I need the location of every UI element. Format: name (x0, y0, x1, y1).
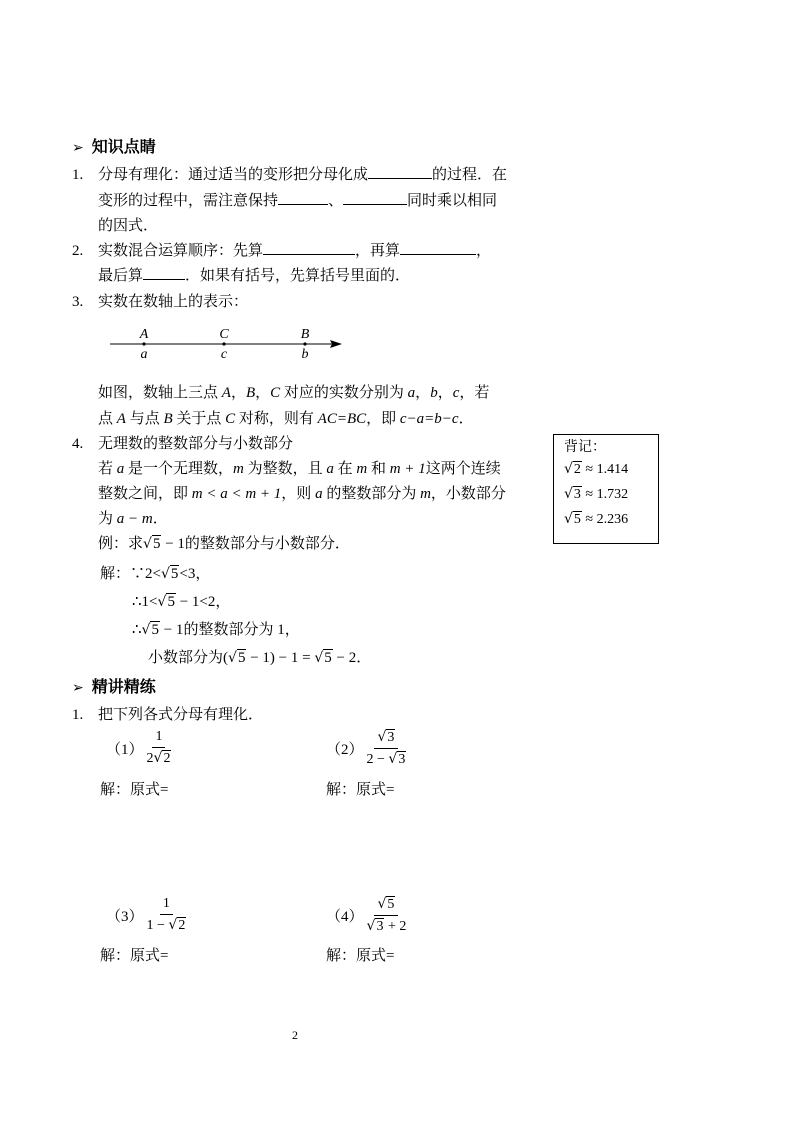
text: 点 (98, 411, 117, 427)
var: A (116, 411, 126, 427)
text: − 2 (332, 650, 357, 666)
fraction (144, 728, 175, 768)
exercise-1-title (72, 703, 263, 724)
inequality: m < a < m + 1 (191, 486, 282, 502)
memo-row-sqrt2: √2 ≈ 1.414 (564, 461, 629, 477)
text: ，即 (366, 411, 400, 427)
problem-1-answer[interactable]: 解：原式= (100, 782, 169, 798)
item-1-line-2 (98, 189, 497, 210)
solution-line-2 (132, 590, 230, 611)
problem-3 (106, 895, 189, 935)
fill-blank[interactable] (143, 265, 185, 280)
var: B (163, 411, 173, 427)
sqrt-5: √5 (141, 622, 159, 638)
point-c-lower: c (220, 347, 228, 362)
problem-label: （4） (326, 909, 364, 925)
item-3-line-1 (72, 290, 248, 311)
fraction (364, 895, 410, 936)
text: 对应的实数分别为 (280, 385, 408, 401)
numerator: √5 (374, 895, 398, 916)
text: <3， (179, 566, 211, 582)
point-a-dot (142, 342, 145, 345)
point-c-dot (222, 342, 225, 345)
radicand: 5 (387, 897, 395, 912)
memo-box (553, 434, 659, 544)
problem-3-answer[interactable]: 解：原式= (100, 948, 169, 964)
item-4-title (72, 432, 293, 453)
text: 是一个无理数， (124, 461, 234, 477)
radicand: 3 (573, 487, 581, 502)
memo-row-sqrt5: √5 ≈ 2.236 (564, 511, 629, 527)
radicand: 3 (387, 730, 395, 745)
item-3-desc-line-1 (98, 381, 489, 402)
radicand: 2 (573, 462, 581, 477)
denominator: 2√2 (146, 750, 171, 766)
text: 实数在数轴上的表示： (98, 294, 249, 310)
var: a (407, 385, 416, 401)
sqrt-5: √5 (314, 650, 332, 666)
problem-label: （1） (106, 741, 144, 758)
var: C (225, 411, 236, 427)
text: 把下列各式分母有理化． (98, 707, 264, 723)
numerator: 1 (160, 895, 173, 915)
solution-line-1 (100, 562, 210, 583)
text: 对称，则有 (235, 411, 318, 427)
sqrt-5: √5 (143, 536, 161, 552)
text: ， (437, 385, 453, 401)
text: 这两个连续 (425, 461, 501, 477)
item-3-desc-line-2 (98, 407, 474, 428)
text: ．如果有括号，先算括号里面的． (185, 268, 411, 284)
text: ， (476, 243, 492, 259)
text: − 1 (175, 594, 200, 610)
text: 分母有理化：通过适当的变形把分母化成 (98, 167, 369, 183)
item-4-line-3 (98, 507, 168, 528)
page-number: 2 (292, 1028, 298, 1042)
radicand: 3 (398, 752, 406, 767)
radicand: 3 (376, 919, 384, 934)
memo-row-sqrt3: √3 ≈ 1.732 (564, 486, 629, 502)
text: ∴1< (132, 594, 158, 610)
fill-blank[interactable] (368, 164, 432, 179)
section-title: 知识点睛 (91, 137, 156, 156)
var: m (420, 486, 431, 502)
text: 的整数部分为 1， (183, 622, 300, 638)
text: 2 − (366, 752, 389, 767)
text: − 1) − 1 = (246, 650, 315, 666)
text: − 1 (161, 536, 185, 552)
point-b-lower: b (301, 347, 309, 362)
section-header-practice (72, 674, 156, 697)
fraction (364, 728, 410, 769)
fill-blank[interactable] (278, 190, 328, 205)
numerator: 1 (152, 728, 165, 748)
example-line (98, 532, 350, 553)
text: 为整数，且 (243, 461, 327, 477)
item-number: 2. (72, 243, 84, 259)
number-line (100, 320, 350, 365)
fraction (144, 895, 190, 935)
solution-line-3 (132, 618, 300, 639)
item-4-line-1 (98, 457, 501, 478)
denominator: 1 − √2 (146, 917, 186, 933)
var: m (356, 461, 368, 477)
radicand: 5 (167, 594, 175, 610)
text: 在 (333, 461, 357, 477)
value: ≈ 2.236 (581, 512, 629, 527)
solution-line-4 (148, 646, 371, 667)
text: 小数部分为 (148, 650, 224, 666)
sqrt-5: √5 (157, 594, 175, 610)
text: 如图，数轴上三点 (98, 385, 222, 401)
text: 为 (98, 511, 117, 527)
value: ≈ 1.732 (581, 487, 629, 502)
item-1-line-3: 的因式． (98, 218, 159, 234)
point-a-upper: A (139, 327, 149, 342)
fill-blank[interactable] (263, 240, 355, 255)
text: ． (152, 511, 168, 527)
radicand: 2 (163, 751, 171, 766)
text: ． (458, 411, 474, 427)
radicand: 2 (178, 918, 186, 933)
text: 的整数部分为 (322, 486, 421, 502)
text: ，则 (281, 486, 316, 502)
expr: m + 1 (389, 461, 426, 477)
item-number: 1. (72, 707, 84, 723)
arrow-bullet-icon: ➢ (72, 680, 84, 696)
text: ， (230, 385, 246, 401)
section-header-knowledge (72, 134, 156, 157)
point-c-upper: C (219, 327, 229, 342)
var: b (430, 385, 438, 401)
problem-2 (326, 728, 409, 769)
item-number: 3. (72, 294, 84, 310)
radicand: 5 (170, 566, 179, 582)
text: ， (415, 385, 431, 401)
denominator: √3 + 2 (366, 918, 407, 934)
sqrt-5: √5 (160, 566, 179, 582)
fill-blank[interactable] (343, 190, 407, 205)
problem-4 (326, 895, 409, 936)
text: 关于点 (172, 411, 226, 427)
fill-blank[interactable] (400, 240, 476, 255)
text: 与点 (125, 411, 164, 427)
point-a-lower: a (140, 347, 148, 362)
text: 例：求 (98, 536, 144, 552)
text: 无理数的整数部分与小数部分 (98, 436, 294, 452)
var: C (270, 385, 281, 401)
item-number: 1. (72, 167, 84, 183)
problem-2-answer[interactable]: 解：原式= (326, 782, 395, 798)
item-4-line-2 (98, 482, 506, 503)
text: ，若 (459, 385, 490, 401)
var: a (326, 461, 334, 477)
var: a (315, 486, 323, 502)
text: 若 (98, 461, 117, 477)
text: 解：∵2< (100, 566, 161, 582)
text: 最后算 (98, 268, 144, 284)
numerator: √3 (374, 728, 398, 749)
text: + 2 (384, 919, 407, 934)
value: ≈ 1.414 (581, 462, 629, 477)
text: 和 (367, 461, 390, 477)
text: 的整数部分与小数部分． (184, 536, 350, 552)
equation: AC=BC (317, 411, 367, 427)
point-b-dot (303, 342, 306, 345)
item-2-line-2 (98, 264, 410, 285)
text: ． (356, 650, 372, 666)
var: a (116, 461, 125, 477)
expr: a − m (116, 511, 153, 527)
text: <2， (199, 594, 231, 610)
text: 1 − (146, 918, 169, 933)
text: ， (255, 385, 271, 401)
text: ( (223, 650, 229, 666)
text: 同时乘以相同 (407, 193, 498, 209)
problem-label: （3） (106, 908, 144, 925)
text: 整数之间，即 (98, 486, 192, 502)
sqrt-5: √5 (228, 650, 246, 666)
var: m (233, 461, 244, 477)
radicand: 5 (237, 650, 246, 666)
text: ∴ (132, 622, 142, 638)
section-title: 精讲精练 (91, 677, 156, 696)
text: 实数混合运算顺序：先算 (98, 243, 264, 259)
item-number: 4. (72, 436, 84, 452)
point-b-upper: B (300, 327, 310, 342)
text: − 1 (159, 622, 184, 638)
memo-title: 背记： (564, 440, 606, 455)
text: ，小数部分 (430, 486, 506, 502)
var: B (245, 385, 256, 401)
radicand: 5 (324, 650, 332, 666)
var: A (221, 385, 231, 401)
radicand: 5 (151, 622, 159, 638)
text: 变形的过程中，需注意保持 (98, 193, 279, 209)
text: 、 (328, 193, 344, 209)
denominator: 2 − √3 (366, 751, 406, 767)
item-1-line-1 (72, 163, 507, 184)
var: c (452, 385, 460, 401)
radicand: 5 (573, 512, 581, 527)
problem-1 (106, 728, 174, 768)
problem-label: （2） (326, 742, 364, 758)
item-2-line-1 (72, 239, 491, 260)
text: 2 (146, 751, 154, 766)
text: ，再算 (355, 243, 401, 259)
equation: c−a=b−c (399, 411, 459, 427)
radicand: 5 (152, 536, 161, 552)
problem-4-answer[interactable]: 解：原式= (326, 948, 395, 964)
arrow-bullet-icon: ➢ (72, 140, 84, 156)
text: 的过程．在 (432, 167, 508, 183)
